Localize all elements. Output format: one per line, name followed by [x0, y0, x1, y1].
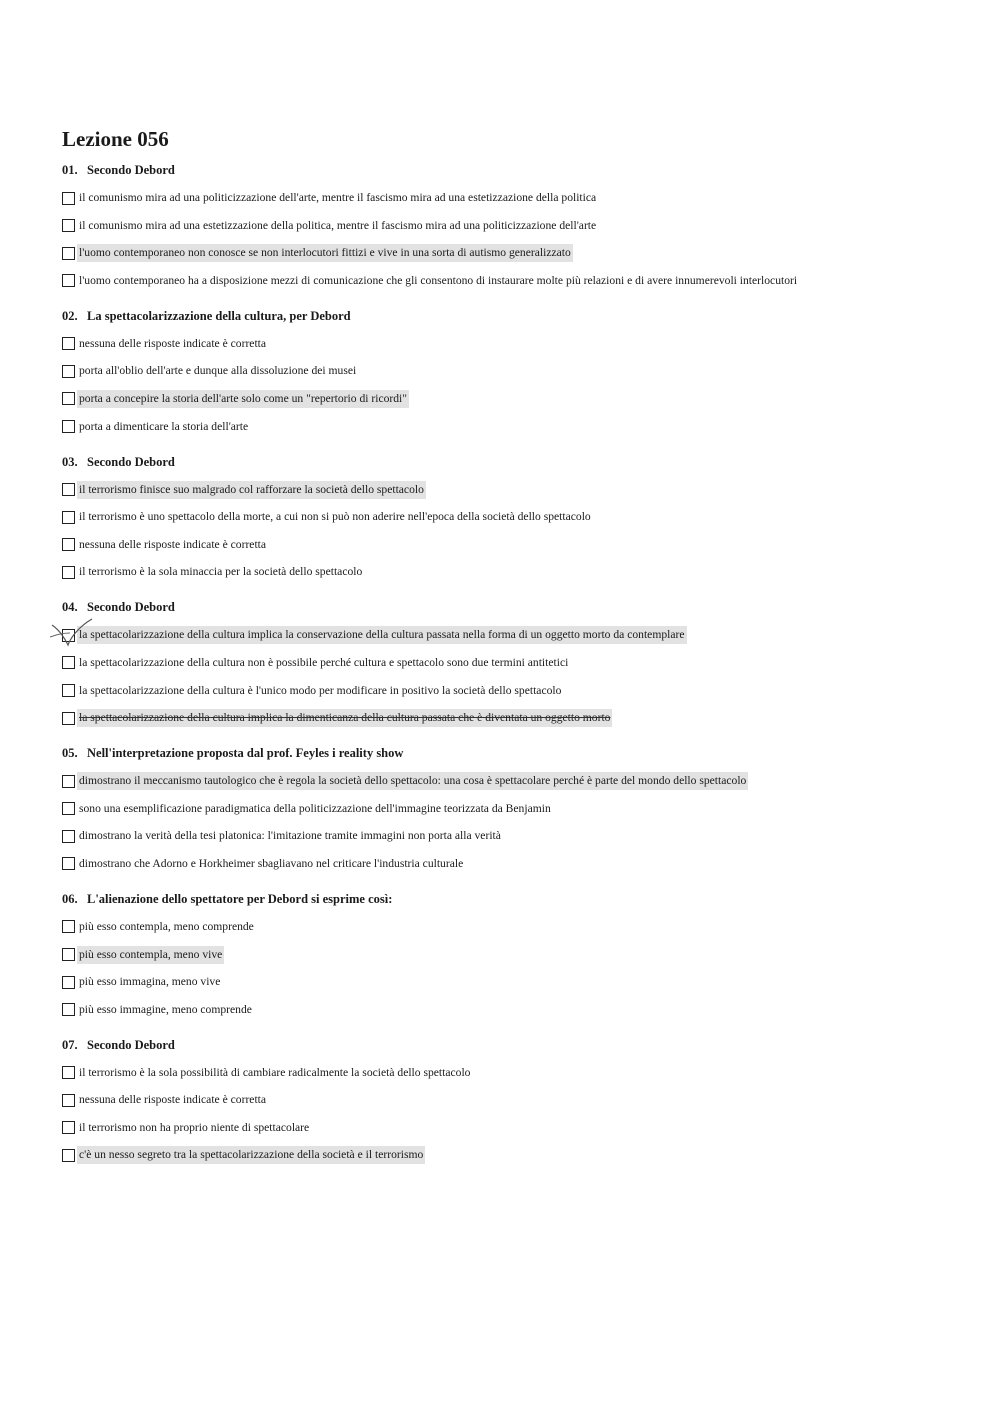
checkbox[interactable]: [62, 1066, 75, 1079]
question-02: [62, 308, 962, 437]
answer-text: nessuna delle risposte indicate è corretta: [79, 1093, 267, 1107]
answer-option[interactable]: [62, 507, 962, 527]
question-04: [62, 599, 962, 728]
answer-option[interactable]: [62, 1090, 962, 1110]
answer-text: il terrorismo è la sola minaccia per la società dello spettacolo: [79, 565, 363, 579]
answer-option-struck[interactable]: [62, 708, 962, 728]
question-heading: [62, 162, 962, 178]
answer-text: sono una esemplificazione paradigmatica della politicizzazione dell'immagine teorizzata da Benjamin: [79, 801, 551, 815]
answer-text: più esso immagine, meno comprende: [79, 1002, 252, 1016]
answer-text: dimostrano la verità della tesi platonica: l'imitazione tramite immagini non porta alla verità: [79, 829, 501, 843]
question-number: 01.: [62, 163, 78, 177]
question-title: Nell'interpretazione proposta dal prof. Feyles i reality show: [87, 746, 404, 761]
answer-text: il terrorismo non ha proprio niente di spettacolare: [79, 1120, 310, 1134]
answer-text: dimostrano che Adorno e Horkheimer sbagliavano nel criticare l'industria culturale: [79, 856, 464, 870]
checkbox[interactable]: [62, 857, 75, 870]
answer-option-highlighted[interactable]: [62, 243, 962, 263]
checkbox[interactable]: [62, 629, 75, 642]
checkbox[interactable]: [62, 420, 75, 433]
answer-option[interactable]: [62, 216, 962, 236]
checkbox[interactable]: [62, 775, 75, 788]
lesson-title: Lezione 056: [62, 127, 169, 151]
question-heading: [62, 599, 962, 615]
answer-text: porta a concepire la storia dell'arte solo come un "repertorio di ricordi": [77, 390, 409, 408]
checkbox[interactable]: [62, 920, 75, 933]
answer-text: il terrorismo è uno spettacolo della morte, a cui non si può non aderire nell'epoca della società dello spettacolo: [79, 510, 591, 524]
checkbox[interactable]: [62, 247, 75, 260]
answer-option[interactable]: [62, 535, 962, 555]
answer-text: porta all'oblio dell'arte e dunque alla dissoluzione dei musei: [79, 364, 357, 378]
checkbox[interactable]: [62, 802, 75, 815]
checkbox[interactable]: [62, 274, 75, 287]
question-number: 07.: [62, 1037, 78, 1052]
checkbox[interactable]: [62, 1121, 75, 1134]
answer-option[interactable]: [62, 334, 962, 354]
answer-text: il terrorismo finisce suo malgrado col rafforzare la società dello spettacolo: [77, 481, 426, 499]
answer-option[interactable]: [62, 1000, 962, 1020]
question-title: Secondo Debord: [87, 1037, 175, 1052]
answer-option[interactable]: [62, 826, 962, 846]
answer-option-highlighted[interactable]: [62, 945, 962, 965]
checkbox[interactable]: [62, 948, 75, 961]
checkbox[interactable]: [62, 1149, 75, 1162]
checkbox[interactable]: [62, 976, 75, 989]
answer-text: nessuna delle risposte indicate è corretta: [79, 336, 267, 350]
question-heading: [62, 891, 962, 907]
answer-option-highlighted[interactable]: [62, 480, 962, 500]
answer-option[interactable]: [62, 1063, 962, 1083]
answer-text: la spettacolarizzazione della cultura non è possibile perché cultura e spettacolo sono due termini antitetici: [79, 655, 569, 669]
answer-option[interactable]: [62, 562, 962, 582]
answer-option[interactable]: [62, 799, 962, 819]
answer-option[interactable]: [62, 417, 962, 437]
question-03: [62, 454, 962, 583]
answer-option-highlighted[interactable]: [62, 389, 962, 409]
answer-text: nessuna delle risposte indicate è corretta: [79, 537, 267, 551]
question-title: L'alienazione dello spettatore per Debord si esprime così:: [87, 891, 393, 906]
question-number: 02.: [62, 308, 78, 323]
answer-option-highlighted[interactable]: [62, 771, 962, 791]
answer-text: il terrorismo è la sola possibilità di cambiare radicalmente la società dello spettacolo: [79, 1065, 471, 1079]
answer-option[interactable]: [62, 1118, 962, 1138]
answer-option[interactable]: [62, 653, 962, 673]
question-title: Secondo Debord: [87, 163, 175, 177]
answer-option[interactable]: [62, 917, 962, 937]
question-number: 06.: [62, 891, 78, 906]
answer-text: la spettacolarizzazione della cultura implica la dimenticanza della cultura passata che è diventata un oggetto morto: [77, 709, 612, 727]
checkbox[interactable]: [62, 684, 75, 697]
question-05: [62, 745, 962, 874]
question-heading: [62, 1037, 962, 1053]
answer-option[interactable]: [62, 271, 962, 291]
question-title: Secondo Debord: [87, 454, 175, 469]
checkbox[interactable]: [62, 511, 75, 524]
checkbox[interactable]: [62, 219, 75, 232]
checkbox[interactable]: [62, 365, 75, 378]
question-title: La spettacolarizzazione della cultura, per Debord: [87, 308, 351, 323]
question-number: 04.: [62, 600, 78, 615]
checkbox[interactable]: [62, 192, 75, 205]
checkbox[interactable]: [62, 712, 75, 725]
question-01: [62, 162, 962, 291]
question-number: 05.: [62, 746, 78, 761]
answer-text: più esso contempla, meno vive: [77, 946, 224, 964]
answer-text: l'uomo contemporaneo ha a disposizione mezzi di comunicazione che gli consentono di instaurare molte più relazioni e di avere innumerevoli interlocutori: [79, 273, 798, 287]
answer-option[interactable]: [62, 681, 962, 701]
document-page: [62, 126, 962, 1182]
checkbox[interactable]: [62, 1094, 75, 1107]
answer-option[interactable]: [62, 972, 962, 992]
question-title: Secondo Debord: [87, 600, 175, 615]
answer-text: il comunismo mira ad una politicizzazione dell'arte, mentre il fascismo mira ad una estetizzazione della politica: [79, 191, 597, 204]
checkbox[interactable]: [62, 566, 75, 579]
answer-option-highlighted[interactable]: [62, 625, 962, 645]
checkbox[interactable]: [62, 337, 75, 350]
answer-text: più esso immagina, meno vive: [79, 975, 221, 989]
answer-text: dimostrano il meccanismo tautologico che è regola la società dello spettacolo: una cosa è spettacolare perché è parte del mondo dello spettacolo: [77, 772, 748, 790]
checkbox[interactable]: [62, 656, 75, 669]
answer-option[interactable]: [62, 854, 962, 874]
answer-option[interactable]: [62, 361, 962, 381]
answer-text: c'è un nesso segreto tra la spettacolarizzazione della società e il terrorismo: [77, 1146, 425, 1164]
checkbox[interactable]: [62, 1003, 75, 1016]
answer-text: più esso contempla, meno comprende: [79, 919, 254, 933]
question-heading: [62, 454, 962, 470]
question-07: [62, 1037, 962, 1166]
question-06: [62, 891, 962, 1020]
answer-text: il comunismo mira ad una estetizzazione della politica, mentre il fascismo mira ad una politicizzazione dell'arte: [79, 218, 597, 232]
answer-option[interactable]: [62, 188, 962, 208]
checkbox[interactable]: [62, 392, 75, 405]
answer-text: la spettacolarizzazione della cultura è l'unico modo per modificare in positivo la società dello spettacolo: [79, 683, 562, 697]
answer-text: l'uomo contemporaneo non conosce se non interlocutori fittizi e vive in una sorta di autismo generalizzato: [77, 244, 573, 262]
question-heading: [62, 745, 962, 761]
question-heading: [62, 308, 962, 324]
question-number: 03.: [62, 454, 78, 469]
checkbox[interactable]: [62, 538, 75, 551]
checkbox[interactable]: [62, 483, 75, 496]
answer-option-highlighted[interactable]: [62, 1145, 962, 1165]
checkbox[interactable]: [62, 830, 75, 843]
answer-text: porta a dimenticare la storia dell'arte: [79, 419, 249, 433]
answer-text: la spettacolarizzazione della cultura implica la conservazione della cultura passata nella forma di un oggetto morto da contemplare: [77, 626, 687, 644]
